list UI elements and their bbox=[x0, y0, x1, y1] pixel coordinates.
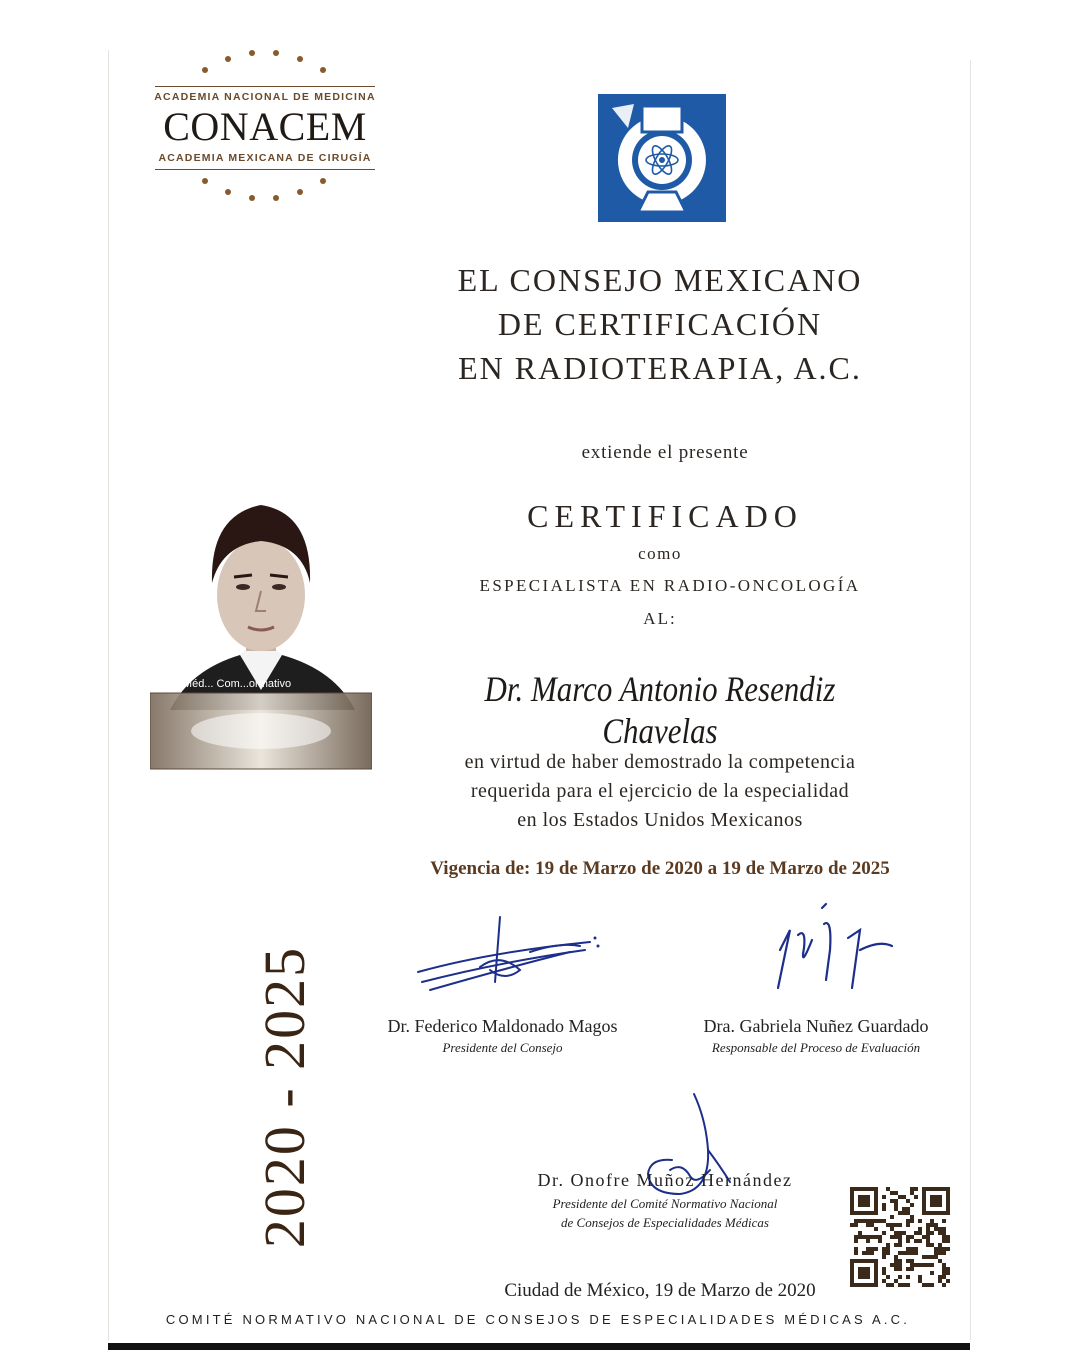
signer-1-name: Dr. Federico Maldonado Magos bbox=[387, 1016, 618, 1036]
signer-1-role: Presidente del Consejo bbox=[442, 1040, 563, 1055]
specialty-text: ESPECIALISTA EN RADIO-ONCOLOGÍA bbox=[479, 576, 861, 595]
place-and-date: Ciudad de México, 19 de Marzo de 2020 bbox=[504, 1280, 816, 1301]
signature-munoz-icon bbox=[620, 1090, 760, 1210]
validity-period: Vigencia de: 19 de Marzo de 2020 a 19 de Marzo de 2025 bbox=[430, 858, 890, 879]
bottom-border bbox=[108, 1343, 970, 1350]
certificate-title: CERTIFICADO bbox=[527, 498, 803, 534]
conacem-name: CONACEM bbox=[163, 104, 367, 149]
reason-text bbox=[400, 748, 920, 835]
qr-code-icon[interactable] bbox=[850, 1187, 950, 1287]
reason-line-3: en los Estados Unidos Mexicanos bbox=[517, 809, 803, 831]
paper-edge-right bbox=[970, 60, 971, 1340]
council-line-2: DE CERTIFICACIÓN bbox=[497, 306, 823, 342]
photo-watermark-text: ades Méd... Com...ormativo bbox=[156, 678, 292, 690]
signature-maldonado-icon bbox=[410, 912, 610, 1007]
signer-3-role-line-2: de Consejos de Especialidades Médicas bbox=[561, 1215, 769, 1230]
footer-organization: COMITÉ NORMATIVO NACIONAL DE CONSEJOS DE ESPECIALIDADES MÉDICAS A.C. bbox=[165, 1312, 911, 1327]
conacem-bottom-line: ACADEMIA MEXICANA DE CIRUGÍA bbox=[158, 152, 372, 164]
signer-3-name: Dr. Onofre Muñoz Hernández bbox=[537, 1170, 793, 1190]
portrait-photo bbox=[150, 495, 372, 770]
year-range-vertical: 2020 - 2025 bbox=[252, 945, 317, 1249]
signer-3-role-line-1: Presidente del Comité Normativo Nacional bbox=[552, 1196, 778, 1211]
recipient-name: Dr. Marco Antonio Resendiz Chavelas bbox=[484, 669, 836, 751]
council-name bbox=[390, 258, 930, 390]
signer-2-name: Dra. Gabriela Nuñez Guardado bbox=[703, 1016, 929, 1036]
paper-edge-left bbox=[108, 50, 109, 1340]
signer-2-role: Responsable del Proceso de Evaluación bbox=[711, 1040, 921, 1055]
signature-nunez-icon bbox=[760, 900, 900, 995]
conacem-logo bbox=[150, 45, 380, 205]
conacem-top-line: ACADEMIA NACIONAL DE MEDICINA bbox=[154, 91, 376, 103]
intro-text: extiende el presente bbox=[581, 442, 749, 463]
como-text: como bbox=[638, 544, 682, 563]
council-line-3: EN RADIOTERAPIA, A.C. bbox=[458, 350, 862, 386]
reason-line-1: en virtud de haber demostrado la competencia bbox=[464, 751, 856, 773]
radiotherapy-emblem-icon bbox=[598, 94, 726, 222]
council-line-1: EL CONSEJO MEXICANO bbox=[457, 262, 863, 298]
al-text: AL: bbox=[643, 609, 677, 628]
reason-line-2: requerida para el ejercicio de la especialidad bbox=[470, 780, 850, 802]
